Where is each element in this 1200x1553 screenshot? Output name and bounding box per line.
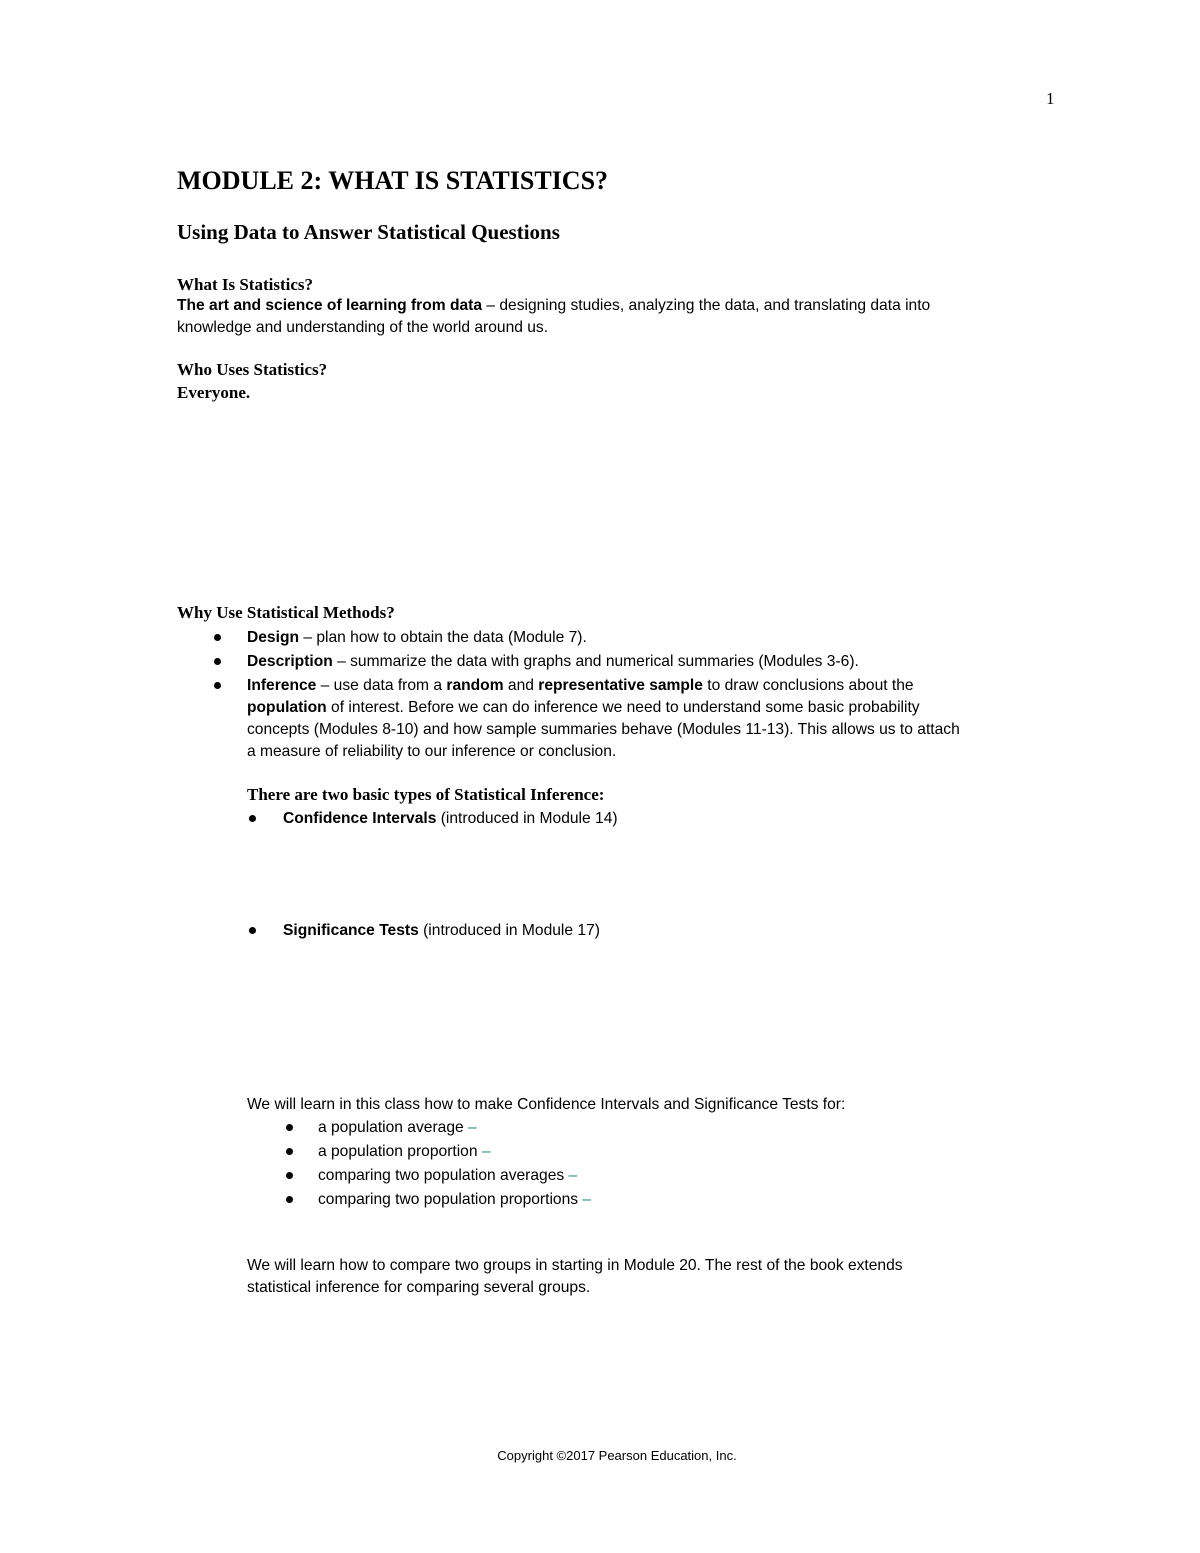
answer-blank-dash: – (481, 1143, 491, 1160)
description-term: Description (247, 653, 333, 670)
learn-intro: We will learn in this class how to make Confidence Intervals and Significance Tests for: (247, 1096, 846, 1113)
significance-tests-term: Significance Tests (283, 922, 419, 939)
significance-tests-text: (introduced in Module 17) (418, 922, 600, 939)
bullet-icon (286, 1172, 293, 1179)
learn-item (318, 1189, 591, 1211)
list-item-confidence-intervals (283, 808, 618, 830)
inference-text: – use data from a (316, 677, 447, 694)
list-item-significance-tests (283, 920, 600, 942)
inference-text: of interest. Before we can do inference we need to understand some basic probability (326, 699, 920, 716)
confidence-intervals-term: Confidence Intervals (283, 810, 437, 827)
list-item-inference-line-3: concepts (Modules 8-10) and how sample summaries behave (Modules 11-13). This allows us to attach (247, 721, 960, 738)
learn-item-text: a population proportion (318, 1143, 482, 1160)
answer-blank-dash: – (582, 1191, 592, 1208)
list-item-inference-line-4: a measure of reliability to our inference or conclusion. (247, 743, 617, 760)
definition-rest: – designing studies, analyzing the data, and translating data into (482, 297, 931, 314)
learn-item (318, 1165, 577, 1187)
list-item-design (247, 627, 587, 649)
list-item-inference-line-1 (247, 675, 914, 697)
inference-text: and (503, 677, 539, 694)
learn-item (318, 1141, 491, 1163)
module-title: MODULE 2: WHAT IS STATISTICS? (177, 166, 609, 195)
bullet-icon (214, 658, 221, 665)
module-subtitle: Using Data to Answer Statistical Questions (177, 220, 560, 244)
design-term: Design (247, 629, 299, 646)
who-uses-heading: Who Uses Statistics? (177, 360, 328, 379)
inference-text: to draw conclusions about the (702, 677, 914, 694)
bullet-icon (286, 1196, 293, 1203)
answer-blank-dash: – (568, 1167, 578, 1184)
representative-sample-term: representative sample (538, 677, 703, 694)
bullet-icon (214, 682, 221, 689)
design-text: – plan how to obtain the data (Module 7). (299, 629, 587, 646)
population-term: population (247, 699, 327, 716)
definition-line-2: knowledge and understanding of the world around us. (177, 319, 549, 336)
why-use-heading: Why Use Statistical Methods? (177, 603, 395, 622)
confidence-intervals-text: (introduced in Module 14) (436, 810, 618, 827)
bullet-icon (249, 927, 256, 934)
description-text: – summarize the data with graphs and numerical summaries (Modules 3-6). (332, 653, 859, 670)
definition-bold: The art and science of learning from data (177, 297, 483, 314)
bullet-icon (286, 1124, 293, 1131)
learn-item (318, 1117, 477, 1139)
compare-line-1: We will learn how to compare two groups in starting in Module 20. The rest of the book extends (247, 1257, 903, 1274)
list-item-description (247, 651, 859, 673)
answer-blank-dash: – (468, 1119, 477, 1136)
who-uses-answer: Everyone. (177, 383, 251, 402)
page-number: 1 (1046, 89, 1055, 108)
what-is-heading: What Is Statistics? (177, 275, 314, 294)
list-item-inference-line-2 (247, 697, 920, 719)
learn-item-text: a population average (318, 1119, 468, 1136)
learn-item-text: comparing two population averages (318, 1167, 569, 1184)
types-heading: There are two basic types of Statistical Inference: (247, 785, 605, 804)
compare-line-2: statistical inference for comparing several groups. (247, 1279, 591, 1296)
bullet-icon (249, 815, 256, 822)
learn-item-text: comparing two population proportions (318, 1191, 583, 1208)
bullet-icon (214, 634, 221, 641)
definition-line-1 (177, 295, 930, 317)
copyright-footer: Copyright ©2017 Pearson Education, Inc. (497, 1448, 737, 1463)
random-term: random (446, 677, 504, 694)
bullet-icon (286, 1148, 293, 1155)
inference-term: Inference (247, 677, 317, 694)
